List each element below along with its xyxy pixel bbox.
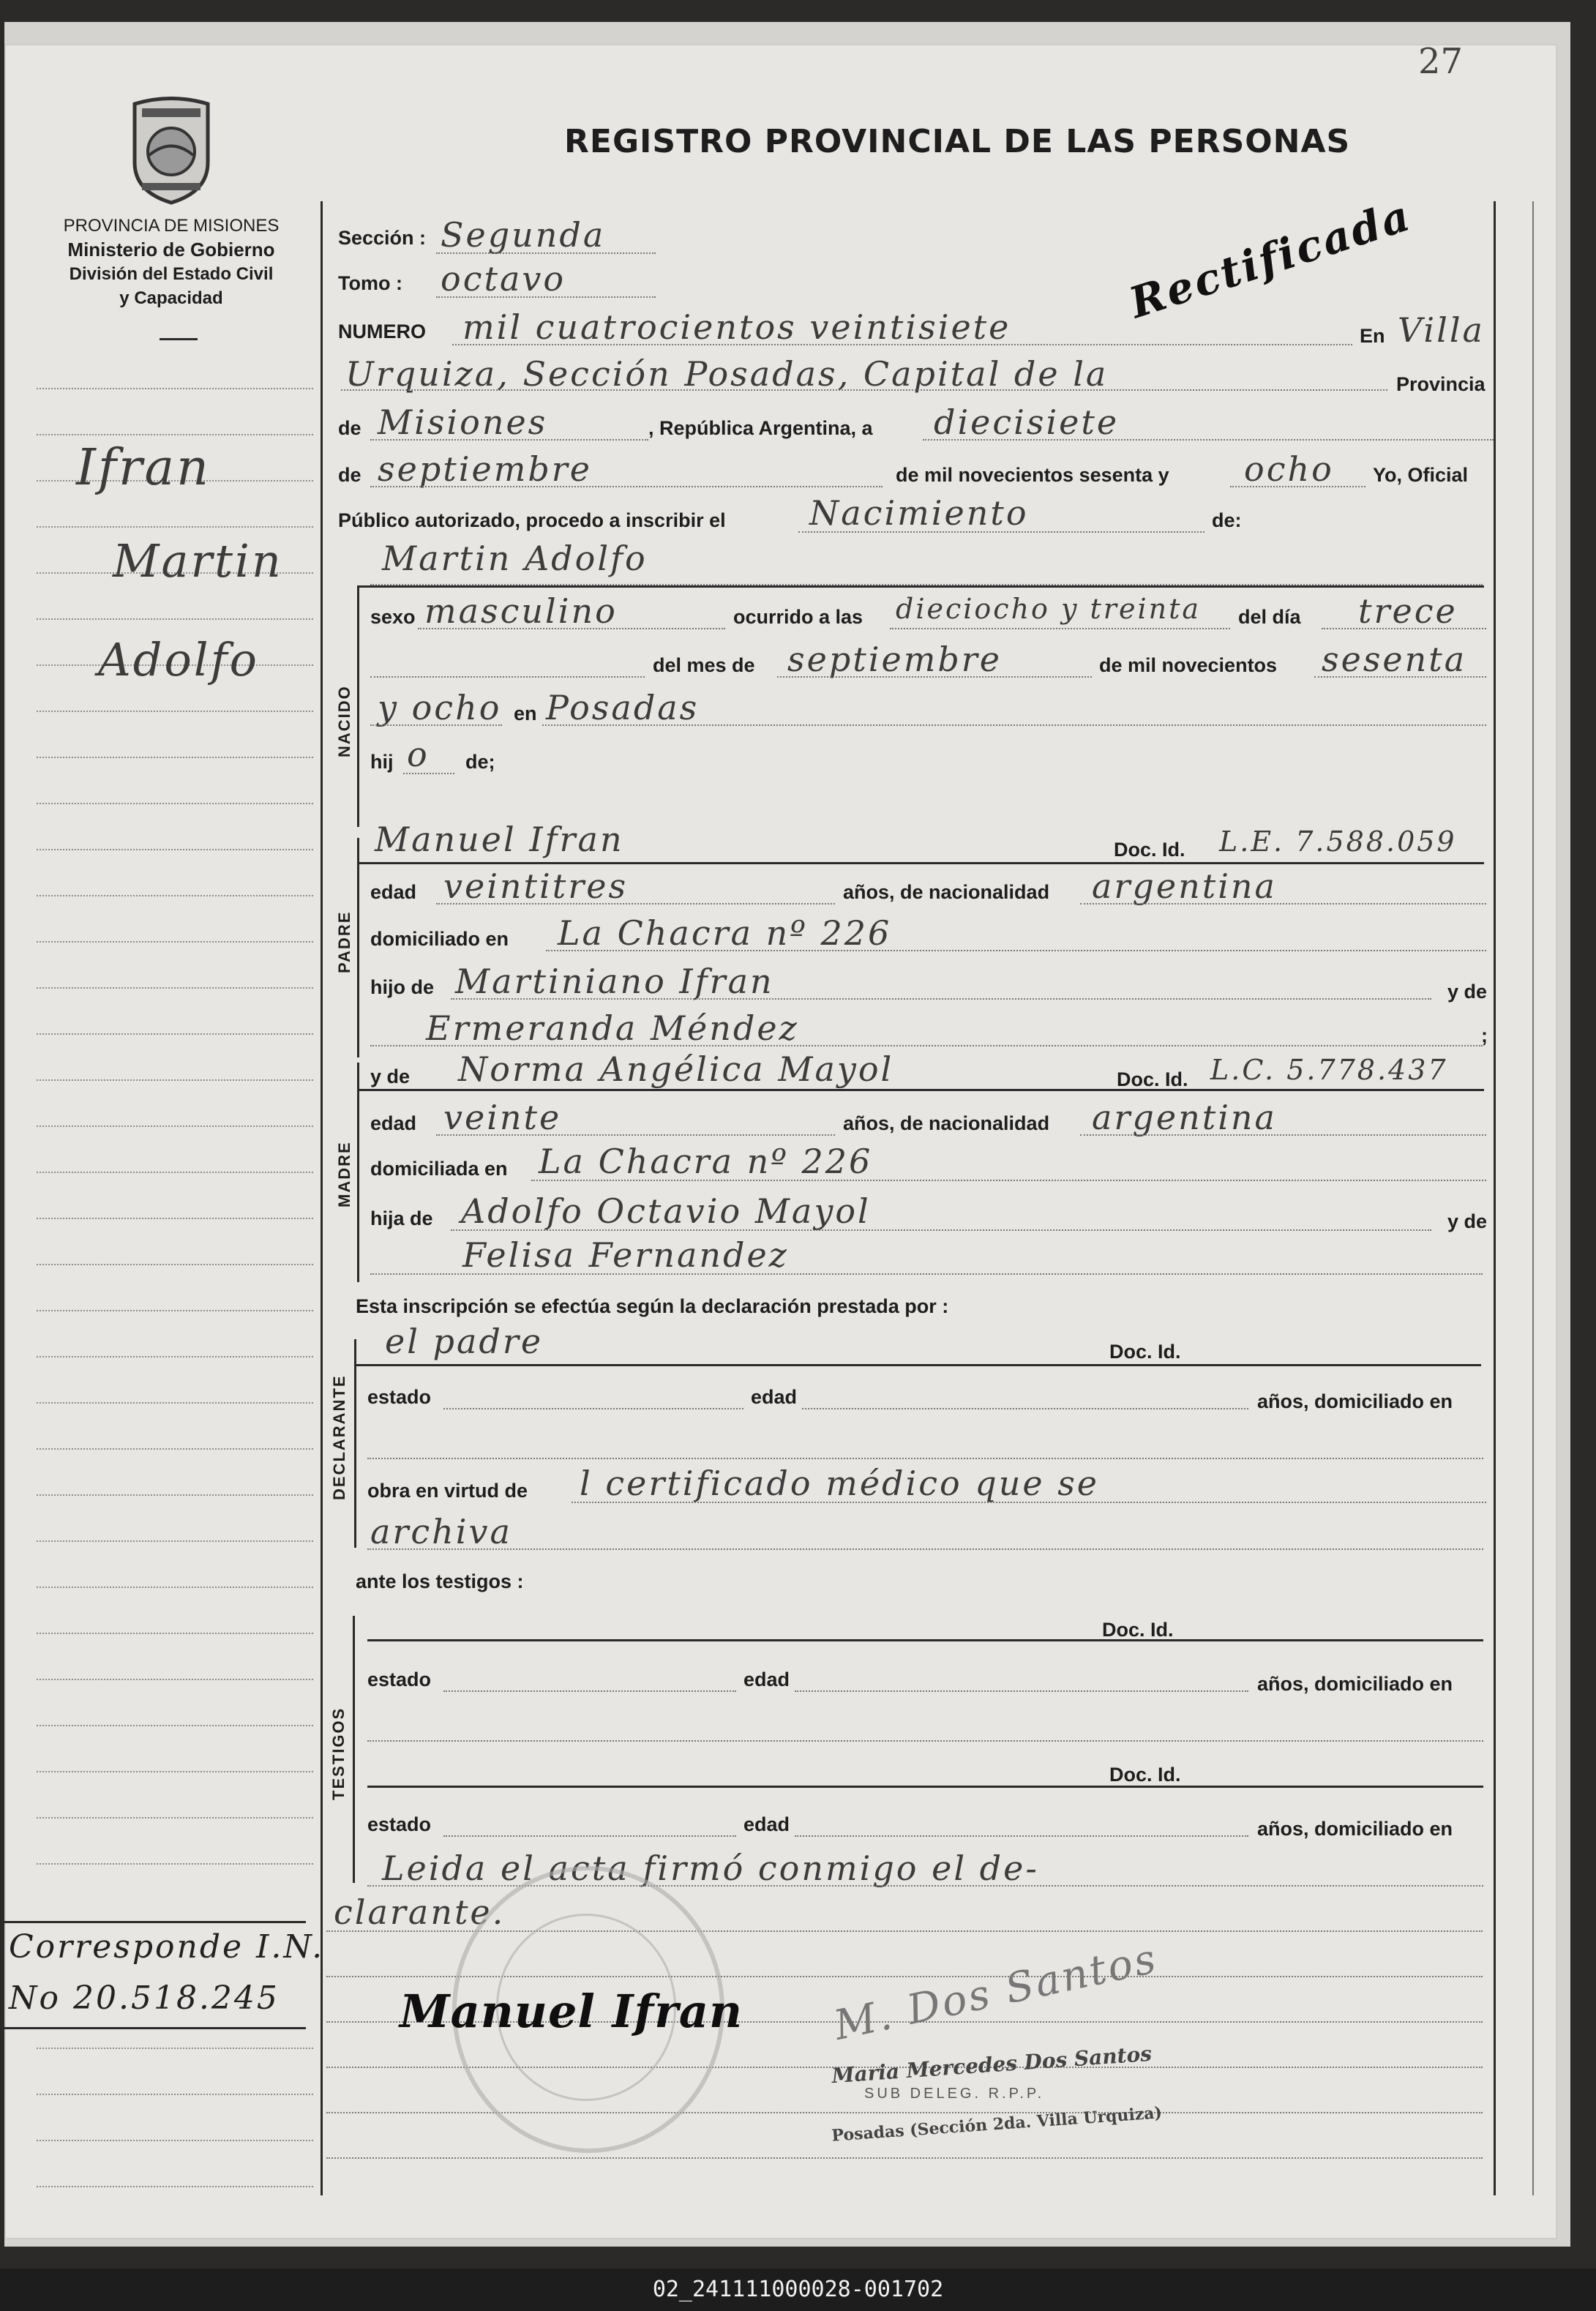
margin-rule-line: [37, 618, 313, 620]
margin-rule-line: [37, 987, 313, 989]
province-emblem: [120, 97, 222, 206]
mes-value: septiembre: [378, 449, 592, 489]
margin-rule-line: [37, 2094, 313, 2095]
declarante-anios-label: años, domiciliado en: [1257, 1390, 1453, 1412]
margin-rule-line: [37, 1494, 313, 1496]
margin-first-name: Martin: [113, 534, 283, 588]
margin-rule-line: [37, 1679, 313, 1680]
cierre-line-2: clarante.: [334, 1892, 506, 1932]
declarante-bracket: [354, 1339, 356, 1548]
madre-domicilio-label: domiciliada en: [370, 1158, 508, 1180]
testigo1-doc-label: Doc. Id.: [1102, 1619, 1174, 1641]
declarante-top-rule: [354, 1364, 1481, 1366]
margin-rule-line: [37, 434, 313, 435]
testigos-bracket: [353, 1616, 355, 1883]
sexo-value: masculino: [424, 591, 618, 631]
margin-rule-line: [37, 1448, 313, 1450]
padre-edad-value: veintitres: [443, 866, 629, 906]
declarante-obra-value-2: archiva: [370, 1512, 512, 1551]
hijo-suffix: o: [407, 735, 430, 774]
frame-outer-border: [1532, 201, 1534, 2195]
archive-caption: 02_241111000028-001702: [0, 2269, 1596, 2311]
declarante-obra-label: obra en virtud de: [367, 1480, 528, 1502]
margin-rule-line: [37, 1172, 313, 1173]
ocurrido-label: ocurrido a las: [733, 606, 863, 628]
declarante-obra-value: l certificado médico que se: [580, 1464, 1100, 1503]
margin-rule-line: [37, 1125, 313, 1127]
margin-rule-line: [37, 1817, 313, 1819]
margin-rule-line: [37, 526, 313, 528]
numero-value: mil cuatrocientos veintisiete: [462, 307, 1011, 347]
en-place-value: Villa: [1398, 310, 1485, 350]
page-number: 27: [1418, 41, 1464, 82]
padre-doc-label: Doc. Id.: [1114, 839, 1185, 861]
issuer-ministry: Ministerio de Gobierno: [67, 239, 275, 261]
margin-rule-line: [37, 1725, 313, 1726]
declaracion-label: Esta inscripción se efectúa según la declaración prestada por :: [356, 1295, 949, 1317]
margin-rule-line: [37, 1771, 313, 1772]
margin-rule-line: [37, 1633, 313, 1634]
padre-nacionalidad-label: años, de nacionalidad: [843, 881, 1050, 903]
de3-label: de:: [1212, 509, 1242, 531]
issuer-division: División del Estado Civil: [69, 264, 274, 284]
frame-left-border: [321, 201, 323, 2195]
testigo1-anios-label: años, domiciliado en: [1257, 1673, 1453, 1695]
tomo-label: Tomo :: [338, 272, 402, 294]
section-padre: PADRE: [335, 910, 353, 973]
margin-rule-line: [37, 757, 313, 758]
madre-hija-de-label: hija de: [370, 1207, 433, 1229]
margin-rule-line: [37, 1264, 313, 1265]
publico-label: Público autorizado, procedo a inscribir el: [338, 509, 726, 531]
padre-domicilio-label: domiciliado en: [370, 928, 509, 950]
oficial-name: Maria Mercedes Dos Santos: [831, 2041, 1153, 2089]
madre-nacionalidad-value: argentina: [1092, 1098, 1277, 1137]
nacido-nombre: Martin Adolfo: [382, 539, 648, 578]
oficial-title: SUB DELEG. R.P.P.: [864, 2086, 1045, 2102]
testigo2-estado-label: estado: [367, 1813, 432, 1835]
tomo-value: octavo: [441, 259, 566, 299]
madre-doc-label: Doc. Id.: [1117, 1068, 1188, 1090]
issuer-province: PROVINCIA DE MISIONES: [63, 216, 280, 236]
margin-rule-line: [37, 1356, 313, 1357]
testigos-label: ante los testigos :: [356, 1570, 524, 1592]
correspondence-line-2: No 20.518.245: [9, 1979, 280, 2017]
testigo2-anios-label: años, domiciliado en: [1257, 1818, 1453, 1840]
hijo-label: hij: [370, 751, 394, 773]
frame-right-border: [1494, 201, 1496, 2195]
del-dia-label: del día: [1238, 606, 1301, 628]
declarante-estado-label: estado: [367, 1386, 432, 1408]
anio-label: de mil novecientos sesenta y: [896, 464, 1169, 486]
madre-y-de-label: y de: [370, 1065, 411, 1087]
declarante-edad-label: edad: [751, 1386, 798, 1408]
cierre-line-1: Leida el acta firmó conmigo el de-: [382, 1849, 1039, 1888]
padre-nombre: Manuel Ifran: [375, 820, 624, 859]
padre-doc-value: L.E. 7.588.059: [1219, 825, 1457, 858]
margin-rule-line: [37, 941, 313, 943]
margin-rule-line: [37, 895, 313, 896]
padre-domicilio-value: La Chacra nº 226: [558, 913, 892, 953]
place-line-2: Urquiza, Sección Posadas, Capital de la: [345, 354, 1109, 394]
issuer-capacity: y Capacidad: [119, 288, 223, 308]
margin-rule-line: [37, 1587, 313, 1588]
correspondence-top-rule: [4, 1921, 306, 1923]
margin-rule-line: [37, 1863, 313, 1865]
section-testigos: TESTIGOS: [329, 1707, 348, 1800]
margin-rule-line: [37, 1540, 313, 1542]
madre-domicilio-value: La Chacra nº 226: [539, 1142, 873, 1181]
section-nacido: NACIDO: [335, 685, 353, 757]
register-title: REGISTRO PROVINCIAL DE LAS PERSONAS: [564, 123, 1351, 160]
padre-top-rule: [357, 862, 1484, 864]
margin-rule-line: [37, 2048, 313, 2049]
anio-value: ocho: [1244, 449, 1334, 489]
margin-rule-line: [37, 1033, 313, 1035]
padre-bracket: [357, 838, 359, 1057]
hora-value: dieciocho y treinta: [896, 593, 1202, 625]
madre-bracket: [357, 1063, 359, 1282]
oficial-place: Posadas (Sección 2da. Villa Urquiza): [831, 2103, 1163, 2146]
testigo2-top-rule: [367, 1786, 1483, 1788]
header-divider: [160, 338, 198, 340]
mes-nacido-value: septiembre: [787, 640, 1002, 679]
mil-label: de mil novecientos: [1099, 654, 1278, 676]
sexo-label: sexo: [370, 606, 416, 628]
padre-semicolon: ;: [1481, 1025, 1488, 1046]
anio-nacido-value-2: y ocho: [378, 688, 502, 727]
madre-nacionalidad-label: años, de nacionalidad: [843, 1112, 1050, 1134]
numero-label: NUMERO: [338, 321, 426, 342]
padre-padre-de: Martiniano Ifran: [455, 962, 774, 1001]
del-mes-label: del mes de: [653, 654, 755, 676]
padre-edad-label: edad: [370, 881, 417, 903]
margin-rule-line: [37, 1310, 313, 1311]
nacido-bracket: [357, 585, 359, 827]
de-label: de: [338, 417, 361, 439]
seccion-label: Sección :: [338, 227, 427, 249]
madre-edad-value: veinte: [443, 1098, 562, 1137]
issuer-header: [25, 214, 318, 310]
padre-y-de-label: y de: [1447, 981, 1488, 1003]
republica-label: , República Argentina, a: [648, 417, 873, 439]
testigo1-estado-label: estado: [367, 1668, 432, 1690]
madre-top-rule: [357, 1089, 1484, 1091]
madre-doc-value: L.C. 5.778.437: [1210, 1054, 1448, 1086]
margin-rule-line: [37, 803, 313, 804]
correspondence-bottom-rule: [4, 2027, 306, 2029]
en-nacido-label: en: [514, 703, 537, 724]
rectificada-annotation: Rectificada: [1123, 190, 1417, 329]
de2-label: de: [338, 464, 361, 486]
section-madre: MADRE: [335, 1141, 353, 1207]
madre-madre-de: Felisa Fernandez: [462, 1235, 789, 1275]
yo-oficial-label: Yo, Oficial: [1373, 464, 1469, 486]
madre-nombre: Norma Angélica Mayol: [458, 1049, 894, 1089]
margin-surname: Ifran: [76, 439, 211, 497]
en-label: En: [1360, 325, 1385, 347]
seccion-value: Segunda: [441, 215, 606, 255]
declarante-doc-label: Doc. Id.: [1109, 1341, 1181, 1363]
margin-rule-line: [37, 2186, 313, 2187]
nacido-top-rule: [357, 585, 1484, 588]
declarante-signature: Manuel Ifran: [400, 1985, 743, 2038]
register-page: [4, 41, 1557, 2239]
anio-nacido-value-1: sesenta: [1322, 640, 1467, 679]
margin-rule-line: [37, 711, 313, 712]
margin-rule-line: [37, 388, 313, 389]
testigo2-edad-label: edad: [743, 1813, 790, 1835]
testigo2-doc-label: Doc. Id.: [1109, 1764, 1181, 1786]
dia-value: diecisiete: [934, 402, 1120, 442]
oficial-signature: M. Dos Santos: [830, 1934, 1162, 2050]
provincia-label: Provincia: [1396, 373, 1486, 395]
margin-rule-line: [37, 1079, 313, 1081]
margin-rule-line: [37, 2140, 313, 2141]
correspondence-line-1: Corresponde I.N.: [9, 1928, 325, 1966]
declarante-nombre: el padre: [385, 1322, 544, 1361]
acto-value: Nacimiento: [809, 493, 1029, 533]
madre-padre-de: Adolfo Octavio Mayol: [461, 1191, 871, 1231]
padre-nacionalidad-value: argentina: [1092, 866, 1277, 906]
testigo1-edad-label: edad: [743, 1668, 790, 1690]
testigo1-top-rule: [367, 1639, 1483, 1641]
hijo-de-label: de;: [465, 751, 495, 773]
madre-y-de-label-2: y de: [1447, 1210, 1488, 1232]
madre-edad-label: edad: [370, 1112, 417, 1134]
lugar-nacido-value: Posadas: [546, 688, 700, 727]
margin-rule-line: [37, 1218, 313, 1219]
margin-second-name: Adolfo: [98, 633, 259, 686]
section-declarante: DECLARANTE: [330, 1374, 348, 1500]
dia-nacido-value: trece: [1358, 591, 1458, 631]
margin-rule-line: [37, 1402, 313, 1404]
margin-rule-line: [37, 849, 313, 850]
provincia-value: Misiones: [378, 402, 548, 442]
padre-madre-de: Ermeranda Méndez: [426, 1008, 799, 1048]
padre-hijo-de-label: hijo de: [370, 976, 434, 998]
